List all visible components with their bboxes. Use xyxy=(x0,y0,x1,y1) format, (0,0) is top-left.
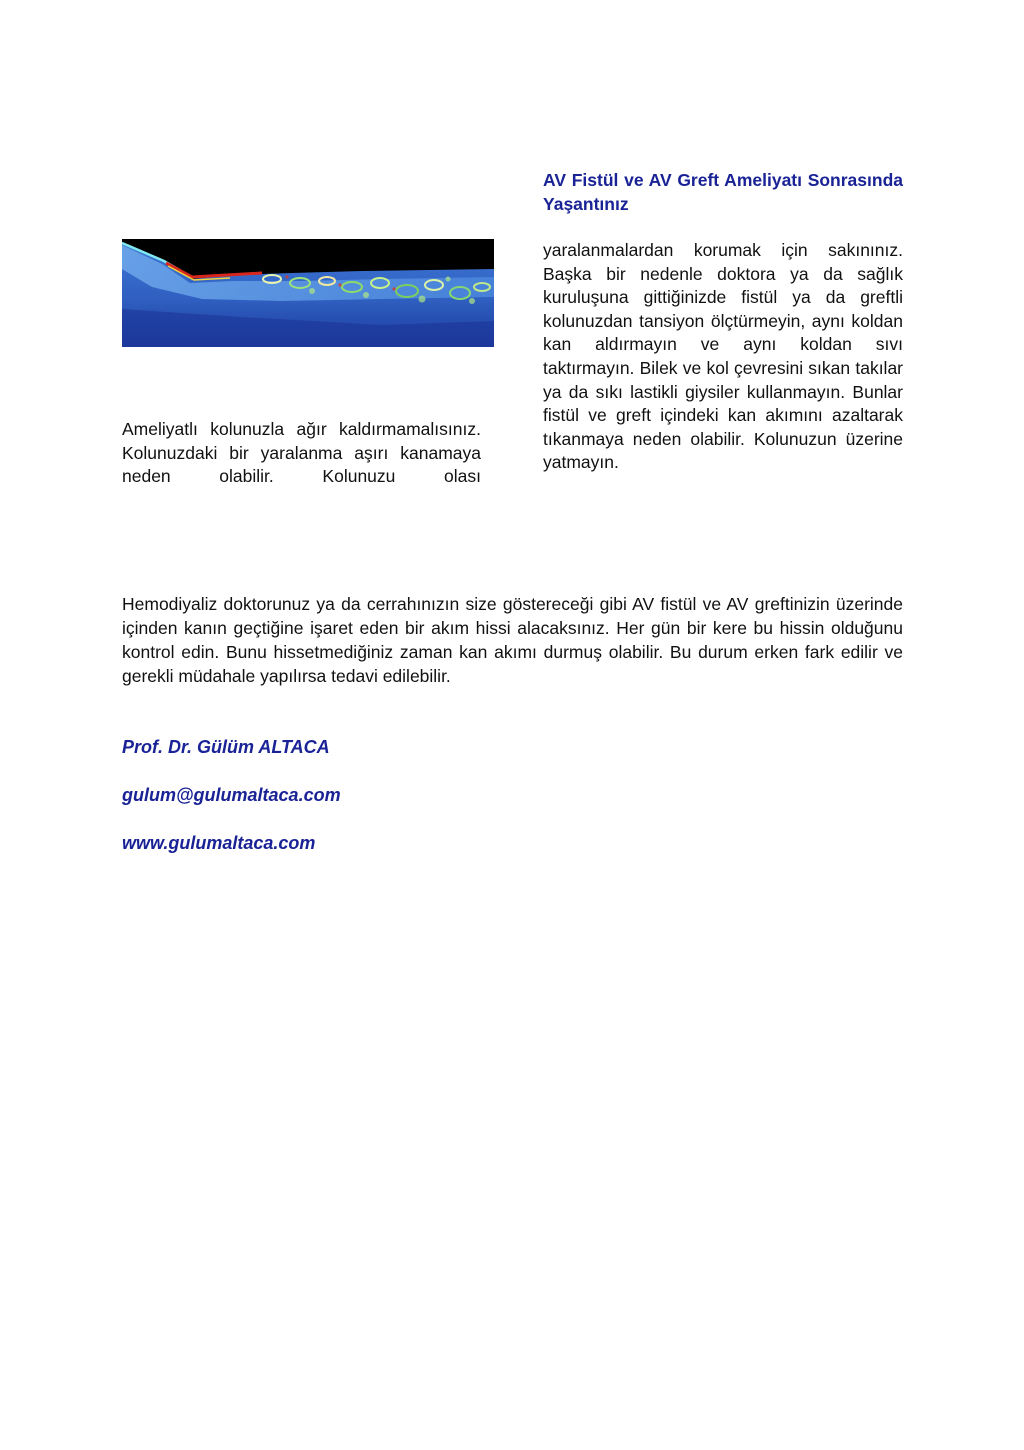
blood-flow-simulation-image xyxy=(122,239,494,347)
author-website[interactable]: www.gulumaltaca.com xyxy=(122,833,316,853)
left-column-text: Ameliyatlı kolunuzla ağır kaldırmamalısınız. Kolunuzdaki bir yaralanma aşırı kanamaya neden olabilir. Kolunuzu olası xyxy=(122,419,481,486)
author-email[interactable]: gulum@gulumaltaca.com xyxy=(122,785,341,805)
right-column-text: yaralanmalardan korumak için sakınınız. Başka bir nedenle doktora ya da sağlık kuruluşuna gittiğinizde fistül ya da greftli kolunuzdan tansiyon ölçtürmeyin, aynı koldan kan aldırmayın ve aynı koldan sıvı taktırmayın. Bilek ve kol çevresini sıkan takılar ya da sıkı lastikli giysiler kullanmayın. Bunlar fistül ve greft içindeki kan akımını azaltarak tıkanmaya neden olabilir. Kolunuzun üzerine yatmayın. xyxy=(543,240,903,473)
main-paragraph: Hemodiyaliz doktorunuz ya da cerrahınızın size göstereceği gibi AV fistül ve AV greftinizin üzerinde içinden kanın geçtiğine işaret eden bir akım hissi alacaksınız. Her gün bir kere bu hissin olduğunu kontrol edin. Bunu hissetmediğiniz zaman kan akımı durmuş olabilir. Bu durum erken fark edilir ve gerekli müdahale yapılırsa tedavi edilebilir. xyxy=(122,594,903,686)
document-title: AV Fistül ve AV Greft Ameliyatı Sonrasında Yaşantınız xyxy=(543,170,903,214)
author-name: Prof. Dr. Gülüm ALTACA xyxy=(122,737,330,757)
